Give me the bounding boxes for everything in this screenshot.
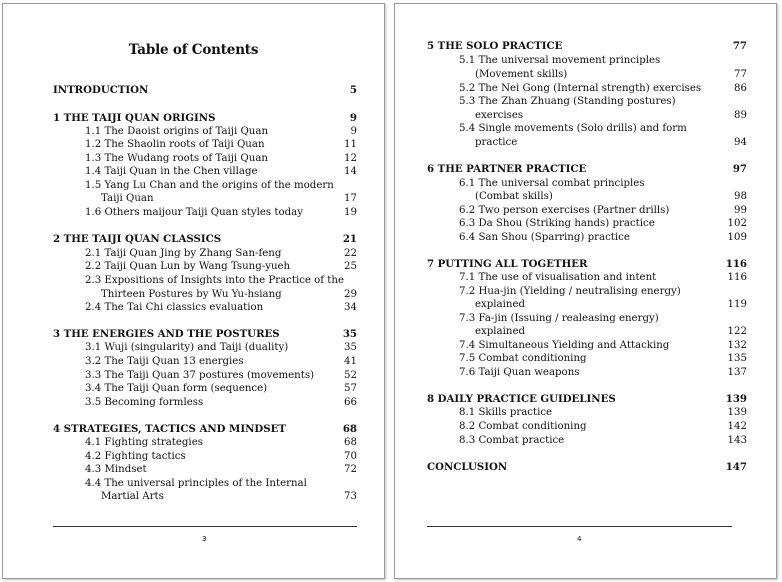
toc-section-entry	[427, 177, 747, 191]
toc-entry-page: 57	[344, 383, 357, 394]
toc-chapter-entry	[427, 461, 747, 475]
toc-entry-page: 17	[344, 193, 357, 204]
toc-entry-page: 68	[344, 437, 357, 448]
page-number: 4	[577, 535, 582, 543]
toc-entry-title: exercises	[475, 110, 524, 121]
toc-entry-page: 116	[725, 258, 747, 270]
toc-entry-page: 72	[344, 464, 357, 475]
toc-entry-page: 70	[344, 451, 357, 462]
toc-entry-page: 52	[344, 370, 357, 381]
toc-section-entry	[53, 206, 357, 220]
toc-chapter-entry	[53, 423, 357, 437]
toc-section-entry	[427, 136, 747, 150]
toc-entry-page: 25	[344, 261, 357, 272]
toc-entry-title: 6.2 Two person exercises (Partner drills)	[459, 205, 670, 216]
toc-section-entry	[427, 420, 747, 434]
toc-entry-page: 89	[734, 110, 747, 121]
toc-entry-title: 7.6 Taiji Quan weapons	[459, 367, 580, 378]
toc-entry-title: practice	[475, 137, 518, 148]
toc-section-entry	[53, 260, 357, 274]
toc-entry-page: 73	[344, 491, 357, 502]
toc-entry-title: 7.5 Combat conditioning	[459, 353, 587, 364]
toc-entry-title: 3 THE ENERGIES AND THE POSTURES	[53, 328, 280, 340]
toc-entry-title: 1.1 The Daoist origins of Taiji Quan	[85, 126, 269, 137]
toc-entry-page: 102	[727, 218, 747, 229]
toc-entry-page: 99	[734, 205, 747, 216]
toc-entry-title: 8 DAILY PRACTICE GUIDELINES	[427, 393, 616, 405]
toc-section-entry	[53, 436, 357, 450]
document-page-right	[394, 3, 777, 579]
toc-entry-title: 2 THE TAIJI QUAN CLASSICS	[53, 233, 222, 245]
toc-entry-page: 147	[725, 461, 747, 473]
toc-entry-title: 7.2 Hua-jin (Yielding / neutralising energy)	[459, 286, 681, 297]
toc-entry-page: 109	[727, 232, 747, 243]
toc-entry-title: 3.5 Becoming formless	[85, 397, 204, 408]
toc-entry-title: 1.2 The Shaolin roots of Taiji Quan	[85, 139, 265, 150]
toc-section-entry	[53, 152, 357, 166]
toc-entry-title: 3.4 The Taiji Quan form (sequence)	[85, 383, 268, 394]
toc-entry-page: 122	[727, 326, 747, 337]
footer-rule	[427, 526, 732, 527]
toc-entry-page: 5	[349, 84, 357, 96]
toc-section-entry	[53, 192, 357, 206]
toc-entry-page: 19	[344, 207, 357, 218]
toc-entry-page: 132	[727, 340, 747, 351]
toc-entry-page: 68	[342, 423, 357, 435]
toc-section-entry	[427, 434, 747, 448]
toc-entry-page: 9	[349, 112, 357, 124]
toc-section-entry	[427, 122, 747, 136]
toc-entry-title: 2.4 The Tai Chi classics evaluation	[85, 302, 264, 313]
toc-entry-page: 86	[734, 83, 747, 94]
toc-chapter-entry	[53, 233, 357, 247]
toc-entry-title: 5.2 The Nei Gong (Internal strength) exercises	[459, 83, 702, 94]
toc-entry-page: 77	[732, 40, 747, 52]
toc-entry-page: 137	[727, 367, 747, 378]
toc-section-entry	[53, 369, 357, 383]
toc-entry-title: 6.3 Da Shou (Striking hands) practice	[459, 218, 655, 229]
toc-entry-title: 6.4 San Shou (Sparring) practice	[459, 232, 630, 243]
toc-entry-page: 21	[342, 233, 357, 245]
toc-section-entry	[427, 82, 747, 96]
toc-section-entry	[53, 138, 357, 152]
toc-section-entry	[53, 396, 357, 410]
toc-entry-title: 5 THE SOLO PRACTICE	[427, 40, 563, 52]
toc-entry-title: 1.3 The Wudang roots of Taiji Quan	[85, 153, 268, 164]
toc-section-entry	[427, 109, 747, 123]
toc-entry-title: 8.3 Combat practice	[459, 435, 565, 446]
toc-entry-page: 14	[344, 166, 357, 177]
toc-entry-page: 12	[344, 153, 357, 164]
toc-entry-title: 4 STRATEGIES, TACTICS AND MINDSET	[53, 423, 286, 435]
toc-entry-page: 22	[344, 248, 357, 259]
toc-entry-page: 97	[732, 163, 747, 175]
toc-entry-page: 77	[734, 69, 747, 80]
toc-entry-title: 4.2 Fighting tactics	[85, 451, 186, 462]
document-page-left	[2, 3, 385, 579]
toc-entry-page: 35	[344, 342, 357, 353]
page-number: 3	[202, 535, 207, 543]
toc-entry-title: 5.4 Single movements (Solo drills) and form	[459, 123, 687, 134]
toc-section-entry	[53, 125, 357, 139]
toc-section-entry	[53, 247, 357, 261]
toc-entry-title: 3.2 The Taiji Quan 13 energies	[85, 356, 244, 367]
toc-section-entry	[427, 312, 747, 326]
toc-section-entry	[427, 190, 747, 204]
toc-section-entry	[427, 325, 747, 339]
toc-entry-title: explained	[475, 326, 525, 337]
toc-section-entry	[53, 477, 357, 491]
toc-entry-page: 66	[344, 397, 357, 408]
toc-entry-title: 6.1 The universal combat principles	[459, 178, 645, 189]
toc-entry-title: 7.1 The use of visualisation and intent	[459, 272, 657, 283]
toc-chapter-entry	[427, 40, 747, 54]
toc-section-entry	[53, 274, 357, 288]
toc-entry-title: 7.3 Fa-jin (Issuing / realeasing energy)	[459, 313, 659, 324]
toc-section-entry	[53, 288, 357, 302]
toc-entry-title: 1.4 Taiji Quan in the Chen village	[85, 166, 258, 177]
toc-entry-title: CONCLUSION	[427, 461, 508, 473]
toc-entry-page: 34	[344, 302, 357, 313]
toc-entry-page: 116	[727, 272, 747, 283]
toc-entry-title: Taiji Quan	[101, 193, 154, 204]
toc-entry-page: 135	[727, 353, 747, 364]
toc-section-entry	[427, 339, 747, 353]
toc-entry-title: 5.1 The universal movement principles	[459, 55, 661, 66]
toc-section-entry	[427, 54, 747, 68]
toc-section-entry	[53, 490, 357, 504]
toc-entry-title: 7 PUTTING ALL TOGETHER	[427, 258, 588, 270]
toc-entry-title: (Movement skills)	[475, 69, 568, 80]
toc-entry-title: Thirteen Postures by Wu Yu-hsiang	[101, 289, 282, 300]
toc-chapter-entry	[427, 163, 747, 177]
toc-section-entry	[427, 285, 747, 299]
toc-section-entry	[53, 179, 357, 193]
toc-entry-page: 142	[727, 421, 747, 432]
toc-section-entry	[53, 450, 357, 464]
toc-section-entry	[427, 231, 747, 245]
toc-entry-page: 143	[727, 435, 747, 446]
toc-entry-title: 7.4 Simultaneous Yielding and Attacking	[459, 340, 670, 351]
toc-entry-title: INTRODUCTION	[53, 84, 149, 96]
toc-section-entry	[53, 355, 357, 369]
toc-section-entry	[427, 406, 747, 420]
toc-entry-page: 139	[725, 393, 747, 405]
toc-section-entry	[53, 463, 357, 477]
toc-entry-title: 4.1 Fighting strategies	[85, 437, 203, 448]
toc-entry-title: 2.1 Taiji Quan Jing by Zhang San-feng	[85, 248, 282, 259]
toc-section-entry	[427, 271, 747, 285]
toc-entry-page: 41	[344, 356, 357, 367]
toc-entry-title: explained	[475, 299, 525, 310]
toc-entry-page: 94	[734, 137, 747, 148]
toc-section-entry	[427, 298, 747, 312]
toc-section-entry	[427, 95, 747, 109]
toc-chapter-entry	[53, 328, 357, 342]
toc-entry-title: 3.1 Wuji (singularity) and Taiji (duality)	[85, 342, 289, 353]
toc-entry-title: 8.1 Skills practice	[459, 407, 553, 418]
toc-title: Table of Contents	[128, 42, 259, 58]
toc-entry-title: 6 THE PARTNER PRACTICE	[427, 163, 587, 175]
toc-entry-title: 1.6 Others maijour Taiji Quan styles today	[85, 207, 303, 218]
toc-entry-page: 139	[727, 407, 747, 418]
toc-section-entry	[53, 341, 357, 355]
toc-section-entry	[427, 68, 747, 82]
toc-entry-page: 119	[727, 299, 747, 310]
toc-entry-page: 29	[344, 289, 357, 300]
toc-entry-title: 5.3 The Zhan Zhuang (Standing postures)	[459, 96, 676, 107]
toc-entry-title: 2.3 Expositions of Insights into the Practice of the	[85, 275, 344, 286]
toc-section-entry	[427, 366, 747, 380]
toc-entry-page: 9	[350, 126, 357, 137]
toc-entry-page: 11	[344, 139, 357, 150]
footer-rule	[53, 526, 357, 527]
toc-section-entry	[427, 217, 747, 231]
toc-entry-title: 1 THE TAIJI QUAN ORIGINS	[53, 112, 216, 124]
toc-entry-title: 2.2 Taiji Quan Lun by Wang Tsung-yueh	[85, 261, 291, 272]
toc-chapter-entry	[427, 393, 747, 407]
toc-entry-title: 8.2 Combat conditioning	[459, 421, 587, 432]
toc-section-entry	[53, 382, 357, 396]
toc-section-entry	[53, 301, 357, 315]
toc-chapter-entry	[53, 84, 357, 98]
toc-entry-page: 35	[342, 328, 357, 340]
toc-entry-title: (Combat skills)	[475, 191, 553, 202]
toc-section-entry	[427, 204, 747, 218]
toc-entry-title: 1.5 Yang Lu Chan and the origins of the modern	[85, 180, 334, 191]
toc-entry-title: Martial Arts	[101, 491, 164, 502]
toc-section-entry	[53, 165, 357, 179]
toc-entry-title: 4.3 Mindset	[85, 464, 147, 475]
toc-chapter-entry	[53, 112, 357, 126]
toc-entry-page: 98	[734, 191, 747, 202]
toc-section-entry	[427, 352, 747, 366]
toc-entry-title: 4.4 The universal principles of the Internal	[85, 478, 307, 489]
toc-chapter-entry	[427, 258, 747, 272]
toc-entry-title: 3.3 The Taiji Quan 37 postures (movements)	[85, 370, 315, 381]
